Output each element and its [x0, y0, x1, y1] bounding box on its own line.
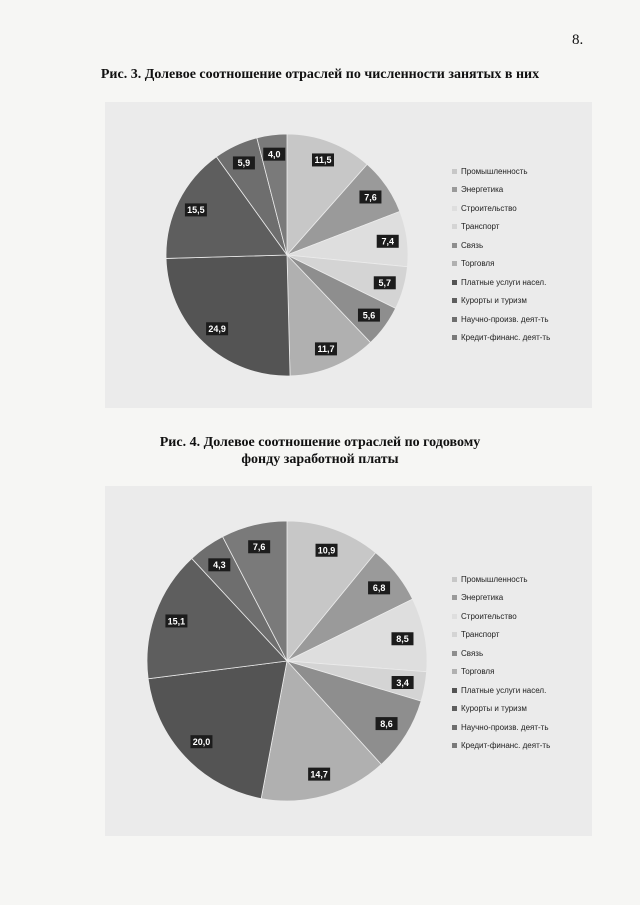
- figure-4-legend-swatch: [452, 669, 457, 674]
- figure-4-legend: [452, 570, 550, 755]
- figure-4-legend-swatch: [452, 577, 457, 582]
- figure-4-data-label-7: [190, 735, 212, 748]
- figure-4-legend-item-2: [452, 589, 550, 608]
- figure-3-legend-swatch: [452, 261, 457, 266]
- figure-3-legend-swatch: [452, 169, 457, 174]
- figure-4-legend-item-6: [452, 663, 550, 682]
- figure-3-legend-swatch: [452, 187, 457, 192]
- figure-4-legend-label: Кредит-финанс. деят-ть: [461, 741, 551, 751]
- figure-4-legend-label: Платные услуги насел.: [461, 685, 547, 695]
- figure-3-legend-item-7: [452, 273, 550, 292]
- figure-3-data-label-4: [374, 276, 396, 289]
- svg-text:5,6: 5,6: [362, 310, 376, 321]
- figure-3-data-label-10: [263, 148, 285, 161]
- figure-3-data-label-6: [315, 342, 337, 355]
- figure-3-legend-item-8: [452, 292, 550, 311]
- figure-4-legend-swatch: [452, 651, 457, 656]
- figure-3-legend-item-1: [452, 162, 550, 181]
- figure-3-data-label-8: [185, 203, 207, 216]
- figure-3-legend-swatch: [452, 335, 457, 340]
- figure-4-legend-item-7: [452, 681, 550, 700]
- figure-4-legend-label: Транспорт: [461, 630, 500, 640]
- figure-4-title: [60, 434, 580, 468]
- svg-text:14,7: 14,7: [310, 769, 328, 780]
- figure-3-legend-label: Научно-произв. деят-ть: [461, 314, 549, 324]
- svg-text:20,0: 20,0: [192, 737, 211, 748]
- svg-text:6,8: 6,8: [372, 583, 386, 594]
- figure-4-legend-label: Курорты и туризм: [461, 704, 527, 714]
- figure-3-legend-item-4: [452, 218, 550, 237]
- figure-3-legend-swatch: [452, 243, 457, 248]
- figure-4-legend-item-5: [452, 644, 550, 663]
- figure-3-data-label-3: [377, 235, 399, 248]
- figure-4-legend-item-10: [452, 737, 550, 756]
- page-number: 8.: [572, 32, 584, 48]
- figure-4-legend-item-4: [452, 626, 550, 645]
- figure-3-legend-label: Энергетика: [461, 185, 504, 195]
- svg-text:15,5: 15,5: [187, 205, 205, 216]
- figure-4-legend-label: Торговля: [461, 667, 495, 677]
- figure-4-legend-swatch: [452, 706, 457, 711]
- svg-text:11,5: 11,5: [314, 155, 332, 166]
- figure-3-legend-label: Связь: [461, 240, 484, 250]
- figure-4-legend-item-8: [452, 700, 550, 719]
- figure-3-chart: [105, 102, 592, 408]
- figure-4-legend-swatch: [452, 595, 457, 600]
- figure-3-legend-label: Транспорт: [461, 222, 500, 232]
- figure-4-data-label-4: [392, 676, 414, 689]
- figure-4-data-label-1: [316, 544, 338, 557]
- figure-3-legend-swatch: [452, 298, 457, 303]
- figure-3-legend-swatch: [452, 224, 457, 229]
- figure-4-legend-swatch: [452, 614, 457, 619]
- figure-4-legend-label: Научно-произв. деят-ть: [461, 722, 549, 732]
- figure-3-legend-item-3: [452, 199, 550, 218]
- figure-4-data-label-5: [376, 717, 398, 730]
- figure-4-legend-item-3: [452, 607, 550, 626]
- figure-3-legend-label: Кредит-финанс. деят-ть: [461, 333, 551, 343]
- figure-3-legend-item-2: [452, 181, 550, 200]
- figure-4-data-label-10: [248, 540, 270, 553]
- figure-3-legend-item-9: [452, 310, 550, 329]
- figure-4-legend-label: Связь: [461, 648, 484, 658]
- svg-text:11,7: 11,7: [317, 344, 335, 355]
- figure-3-legend-label: Строительство: [461, 203, 517, 213]
- figure-4-title-line-2: фонду заработной платы: [241, 452, 399, 467]
- figure-4-chart: [105, 486, 592, 836]
- svg-text:4,0: 4,0: [267, 149, 281, 160]
- figure-3-legend-item-6: [452, 255, 550, 274]
- figure-4-data-label-6: [308, 768, 330, 781]
- figure-3-legend-item-10: [452, 329, 550, 348]
- figure-3-legend-swatch: [452, 317, 457, 322]
- figure-4-legend-item-1: [452, 570, 550, 589]
- svg-text:7,4: 7,4: [381, 236, 394, 247]
- figure-3-legend: [452, 162, 550, 347]
- figure-3-legend-label: Платные услуги насел.: [461, 277, 547, 287]
- figure-4-data-label-9: [208, 558, 230, 571]
- figure-4-title-line-1: Рис. 4. Долевое соотношение отраслей по годовому: [159, 435, 481, 450]
- svg-text:10,9: 10,9: [317, 545, 336, 556]
- svg-text:3,4: 3,4: [396, 677, 409, 688]
- figure-4-data-label-2: [368, 581, 390, 594]
- svg-text:15,1: 15,1: [167, 616, 186, 627]
- figure-3-legend-swatch: [452, 206, 457, 211]
- figure-3-title: Рис. 3. Долевое соотношение отраслей по численности занятых в них: [100, 67, 540, 82]
- svg-text:5,9: 5,9: [237, 158, 251, 169]
- figure-4-legend-item-9: [452, 718, 550, 737]
- figure-4-legend-swatch: [452, 743, 457, 748]
- figure-3-legend-swatch: [452, 280, 457, 285]
- figure-3-legend-item-5: [452, 236, 550, 255]
- figure-4-legend-label: Промышленность: [461, 574, 528, 584]
- figure-4-legend-label: Строительство: [461, 611, 517, 621]
- figure-4-data-label-8: [165, 614, 187, 627]
- svg-text:7,6: 7,6: [252, 542, 266, 553]
- figure-4-legend-label: Энергетика: [461, 593, 504, 603]
- svg-text:5,7: 5,7: [378, 278, 392, 289]
- svg-text:8,5: 8,5: [396, 634, 409, 645]
- figure-3-data-label-9: [233, 156, 255, 169]
- svg-text:7,6: 7,6: [364, 192, 377, 203]
- figure-3-legend-label: Торговля: [461, 259, 495, 269]
- svg-text:4,3: 4,3: [213, 560, 226, 571]
- figure-4-legend-swatch: [452, 688, 457, 693]
- figure-3-data-label-5: [358, 309, 380, 322]
- figure-3-slice-7: [166, 255, 290, 376]
- figure-3-legend-label: Промышленность: [461, 166, 528, 176]
- figure-3-legend-label: Курорты и туризм: [461, 296, 527, 306]
- figure-4-data-label-3: [391, 632, 413, 645]
- figure-3-data-label-1: [312, 153, 334, 166]
- figure-3-data-label-2: [359, 190, 381, 203]
- figure-4-legend-swatch: [452, 632, 457, 637]
- figure-4-legend-swatch: [452, 725, 457, 730]
- svg-text:8,6: 8,6: [380, 718, 393, 729]
- svg-text:24,9: 24,9: [208, 324, 226, 335]
- figure-3-data-label-7: [206, 322, 228, 335]
